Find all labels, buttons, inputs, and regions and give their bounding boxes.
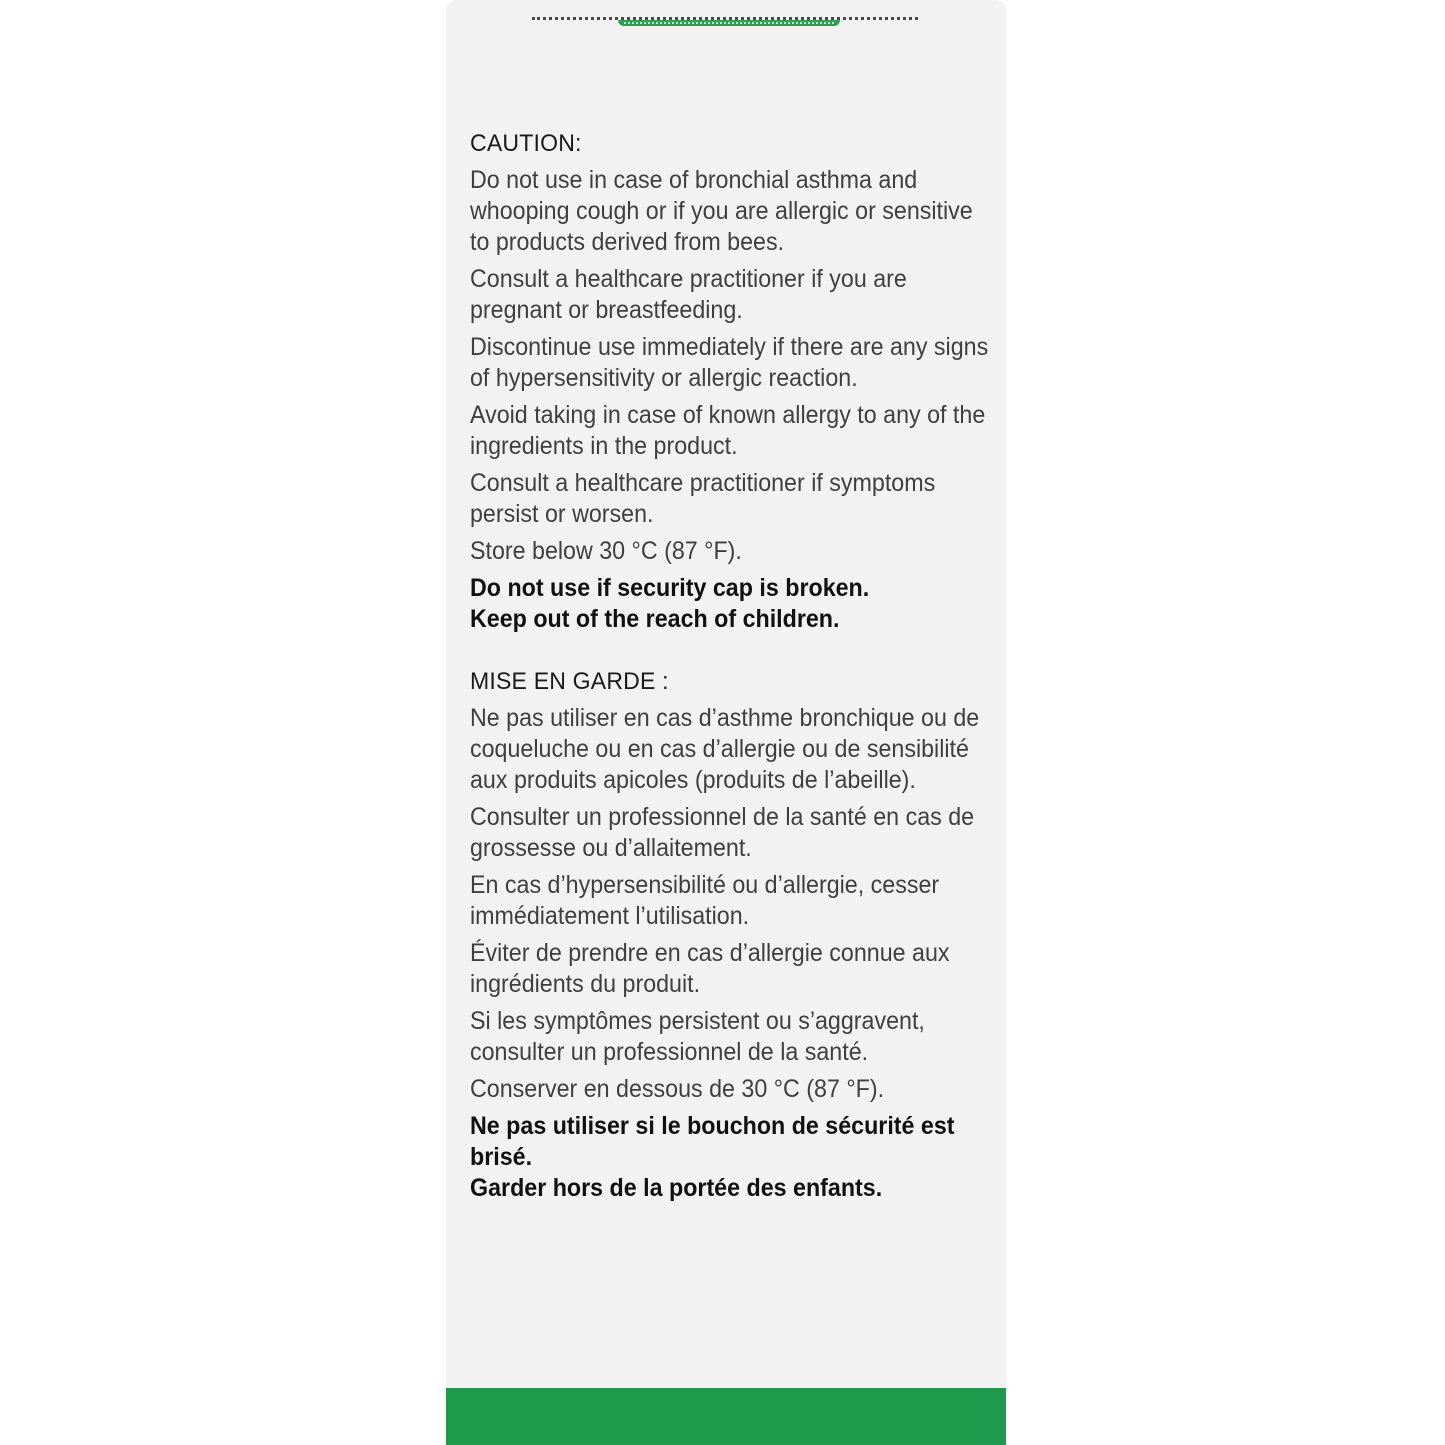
caution-paragraph: Consult a healthcare practitioner if you are pregnant or breastfeeding. (470, 265, 907, 324)
green-bottom-band (446, 1388, 1006, 1445)
security-cap-warning-fr: Ne pas utiliser si le bouchon de sécurité est brisé. (470, 1112, 955, 1171)
caution-heading: CAUTION: (470, 130, 582, 157)
top-flap-inverted-text (532, 8, 918, 20)
french-caution-block (470, 666, 990, 1204)
caution-paragraph: Discontinue use immediately if there are any signs of hypersensitivity or allergic reaction. (470, 333, 989, 392)
mise-en-garde-paragraph: En cas d’hypersensibilité ou d’allergie, cesser immédiatement l’utilisation. (470, 871, 940, 930)
storage-instruction-fr: Conserver en dessous de 30 °C (87 °F). (470, 1075, 885, 1103)
storage-instruction: Store below 30 °C (87 °F). (470, 537, 742, 565)
mise-en-garde-paragraph: Si les symptômes persistent ou s’aggravent, consulter un professionnel de la santé. (470, 1007, 925, 1066)
children-warning-fr: Garder hors de la portée des enfants. (470, 1174, 883, 1202)
children-warning: Keep out of the reach of children. (470, 605, 840, 633)
caution-paragraph: Do not use in case of bronchial asthma and whooping cough or if you are allergic or sensitive to products derived from bees. (470, 166, 973, 256)
top-flap-accent-detail (624, 22, 834, 26)
mise-en-garde-heading: MISE EN GARDE : (470, 668, 669, 695)
mise-en-garde-paragraph: Éviter de prendre en cas d’allergie connue aux ingrédients du produit. (470, 939, 950, 998)
security-cap-warning: Do not use if security cap is broken. (470, 574, 870, 602)
warning-text-content (470, 128, 990, 1204)
caution-paragraph: Consult a healthcare practitioner if symptoms persist or worsen. (470, 469, 936, 528)
mise-en-garde-paragraph: Consulter un professionnel de la santé en cas de grossesse ou d’allaitement. (470, 803, 975, 862)
english-caution-block (470, 128, 990, 635)
mise-en-garde-paragraph: Ne pas utiliser en cas d’asthme bronchique ou de coqueluche ou en cas d’allergie ou de sensibilité aux produits apicoles (produits de l’abeille). (470, 704, 980, 794)
caution-paragraph: Avoid taking in case of known allergy to any of the ingredients in the product. (470, 401, 986, 460)
package-side-panel (446, 0, 1006, 1445)
